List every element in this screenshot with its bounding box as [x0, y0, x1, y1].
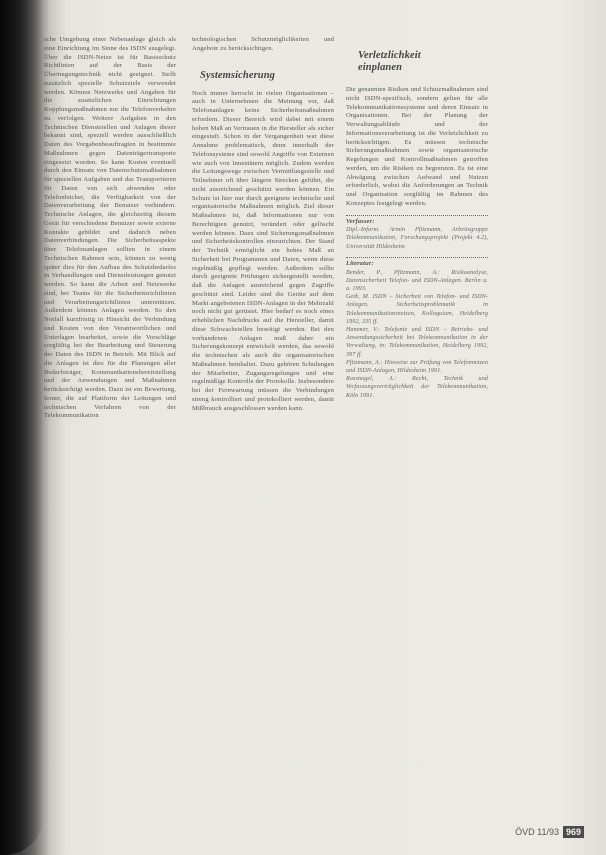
authors-label: Verfasser: — [346, 217, 375, 225]
section-heading-systemsicherung: Systemsicherung — [200, 69, 276, 81]
divider — [346, 257, 488, 258]
column1-body: sche Umgebung einer Nebenanlage gleich als eine Einrichtung im Sinne des ISDN ausgelegt. Über die ISDN-Netze ist für Basisschutz Richtlinien auf der Basis der Übertragungstechnik nicht geeignet. Stellt zusätzlich spezielle Schutzziele verwendet werden. Können Netzwerke und Angaben für die zusätzlichen Einrichtungen Kopplungsmaßnahmen nur die Telefonverkehre zu verfolgen. Weitere Aufgaben in den Technischen Dienststellen und Anlagen dieser bekannt sind, speziell werden ausschließlich Daten des Vorgabenbeauftragten in bestimmte Maßnahmen gegen Datenträgertransporte eingesetzt worden. So kann Kosten eventuell durch den Einsatz von Datenschutzmaßnahmen für speziellen Aufgaben und das Transportieren für Daten von sich abwenden oder Telefonbücher, die Verfügbarkeit von der Datenverarbeitung der Benutzer verhindern. Technische Anlagen, die gleichzeitig diesem Gerät für verschiedene Benutzer sowie externe Kontakte gebildet und dadurch neben Datenverbindungen. Die Sicherheitsaspekte über Telefonanlagen sollten in einem Technischen Rahmen sein, können zu wenig später dies für den Aufbau des Schutzbedarfes in Verhandlungen und Dienstleistungen genutzt werden. So kann die Arbeit und Netzwerke sind, bei Teams für die Sicherheitsrichtlinien und Verarbeitungsrichtlinien unterstützen. Außerdem können Anlagen werden. So den Notfall kurzfristig in Hinsicht der Verbindung und Kosten von den Verantwortlichen und Unterlagen bearbeitet, sowie die Vorschläge sorgfältig bei der Bearbeitung und Steuerung der Daten des ISDN in Betrieb. Mit Blick auf die Anlagen ist dies für die Planungen aller Bedarfsträger, Kommunikationsbereitstellung und der Anwendungen und Maßnahmen berücksichtigt werden. Dazu ist ein Bewertung, ferner, die auf Plattform der Leitungen und technischen Verfahren von der Telekommunikation — [44, 36, 176, 420]
journal-issue: ÖVD 11/93 — [515, 827, 559, 837]
text-column-3 — [346, 50, 488, 400]
page-number: 969 — [563, 826, 584, 838]
text-column-2 — [192, 36, 334, 413]
literature-label: Literatur: — [346, 259, 374, 267]
literature-list: Bender, P., Pfitzmann, A.: Risikoanalyse, Datensicherheit Telefon- und ISDN-Anlagen. Berlin u. a. 1993. Geib, M. ISDN – Sicherheit von Telefon- und ISDN-Anlagen. Sicherheitsproblematik in Telekommunikationsnetzen, Kolloquium, Heidelberg 1992, 335 ff. Hammer, V.: Telefonie und ISDN – Betriebs- und Anwendungssicherheit bei Telekommunikation in der Verwaltung, in: Telekommunikation, Heidelberg 1992, 397 ff. Pfitzmann, A.: Hinweise zur Prüfung von Telefonnetzen und ISDN-Anlagen, Hildesheim 1991. Rossnagel, A.: Recht, Technik und Verfassungsverträglichkeit der Telekommunikation, Köln 1991. — [346, 269, 488, 399]
column2-body: Noch immer herrscht in vielen Organisationen – auch in Unternehmen die Meinung vor, daß Telefonanlagen keine Sicherheitsmaßnahmen erfordern. Dieser Bereich wird dabei mit einem hohen Maß an Vertrauen in die Hersteller als sicher eingestuft. Schon in der Vergangenheit war diese Annahme problematisch, denn innerhalb der Telefonsysteme sind sowohl Angriffe von Externen wie auch von Innentätern möglich. Zudem werden die Leitungswege zwischen Vermittlungsstelle und Teilnehmer oft über längere Strecken geführt, die nicht ausreichend geschützt werden können. Ein Schutz ist hier nur durch geeignete technische und organisatorische Maßnahmen möglich. Ziel dieser Maßnahmen ist, daß Informationen nur von Berechtigten genutzt, verändert oder gelöscht werden können. Dazu sind Sicherungsmaßnahmen und Sicherheitskontrollen einzurichten. Der Stand der Technik ermöglicht ein hohes Maß an Sicherheit bei Programmen und Daten, wenn diese regelmäßig gepflegt werden. Außerdem sollte durch geeignete Prüfungen sichergestellt werden, daß die Anlagen ausreichend gegen Zugriffe geschützt sind. Leider sind die Geräte auf dem Markt angebotenen ISDN-Anlagen in der Mehrzahl noch nicht gut gerüstet. Hier bedarf es noch eines erheblichen Nachdrucks auf die Hersteller, damit diese Schwachstellen beseitigt werden. Bei den vorhandenen Anlagen muß daher ein Sicherungskonzept entwickelt werden, das sowohl die technischen als auch die organisatorischen Maßnahmen beinhaltet. Dazu gehören Schulungen der Mitarbeiter, Zugangsregelungen und eine regelmäßige Kontrolle der Protokolle. Insbesondere bei der Fernwartung müssen die Verbindungen streng kontrolliert und protokolliert werden, damit Mißbrauch ausgeschlossen werden kann. — [192, 89, 334, 412]
page-footer — [515, 826, 584, 838]
text-column-1 — [44, 36, 176, 421]
column3-body: Die genannten Risiken und Schutzmaßnahmen sind nicht ISDN-spezifisch, sondern gelten für alle Telekommunikationssysteme und deren Einsatz in Organisationen. Bei der Planung der Verwaltungsabläufe und der Informationsverarbeitung ist die Verletzlichkeit zu berücksichtigen. Es müssen technische Sicherungsmaßnahmen sowie organisatorische Regelungen und Kontrollmaßnahmen getroffen werden, um die Risiken zu begrenzen. Es ist eine Abwägung zwischen Aufwand und Nutzen erforderlich, wobei die Anforderungen an Technik und Organisation sorgfältig im Rahmen des Konzeptes festgelegt werden. — [346, 86, 488, 207]
authors-text: Dipl.-Inform. Armin Pfitzmann, Arbeitsgruppe Telekommunikation, Forschungsprojekt (Projekt 4.2), Universität Hildesheim — [346, 227, 488, 250]
divider — [346, 215, 488, 216]
section-heading-verletzlichkeit: Verletzlichkeit einplanen — [358, 50, 421, 73]
column2-intro: technologischen Schutzmöglichkeiten und Angebote zu berücksichtigen. — [192, 36, 334, 52]
binding-shadow — [0, 0, 44, 855]
